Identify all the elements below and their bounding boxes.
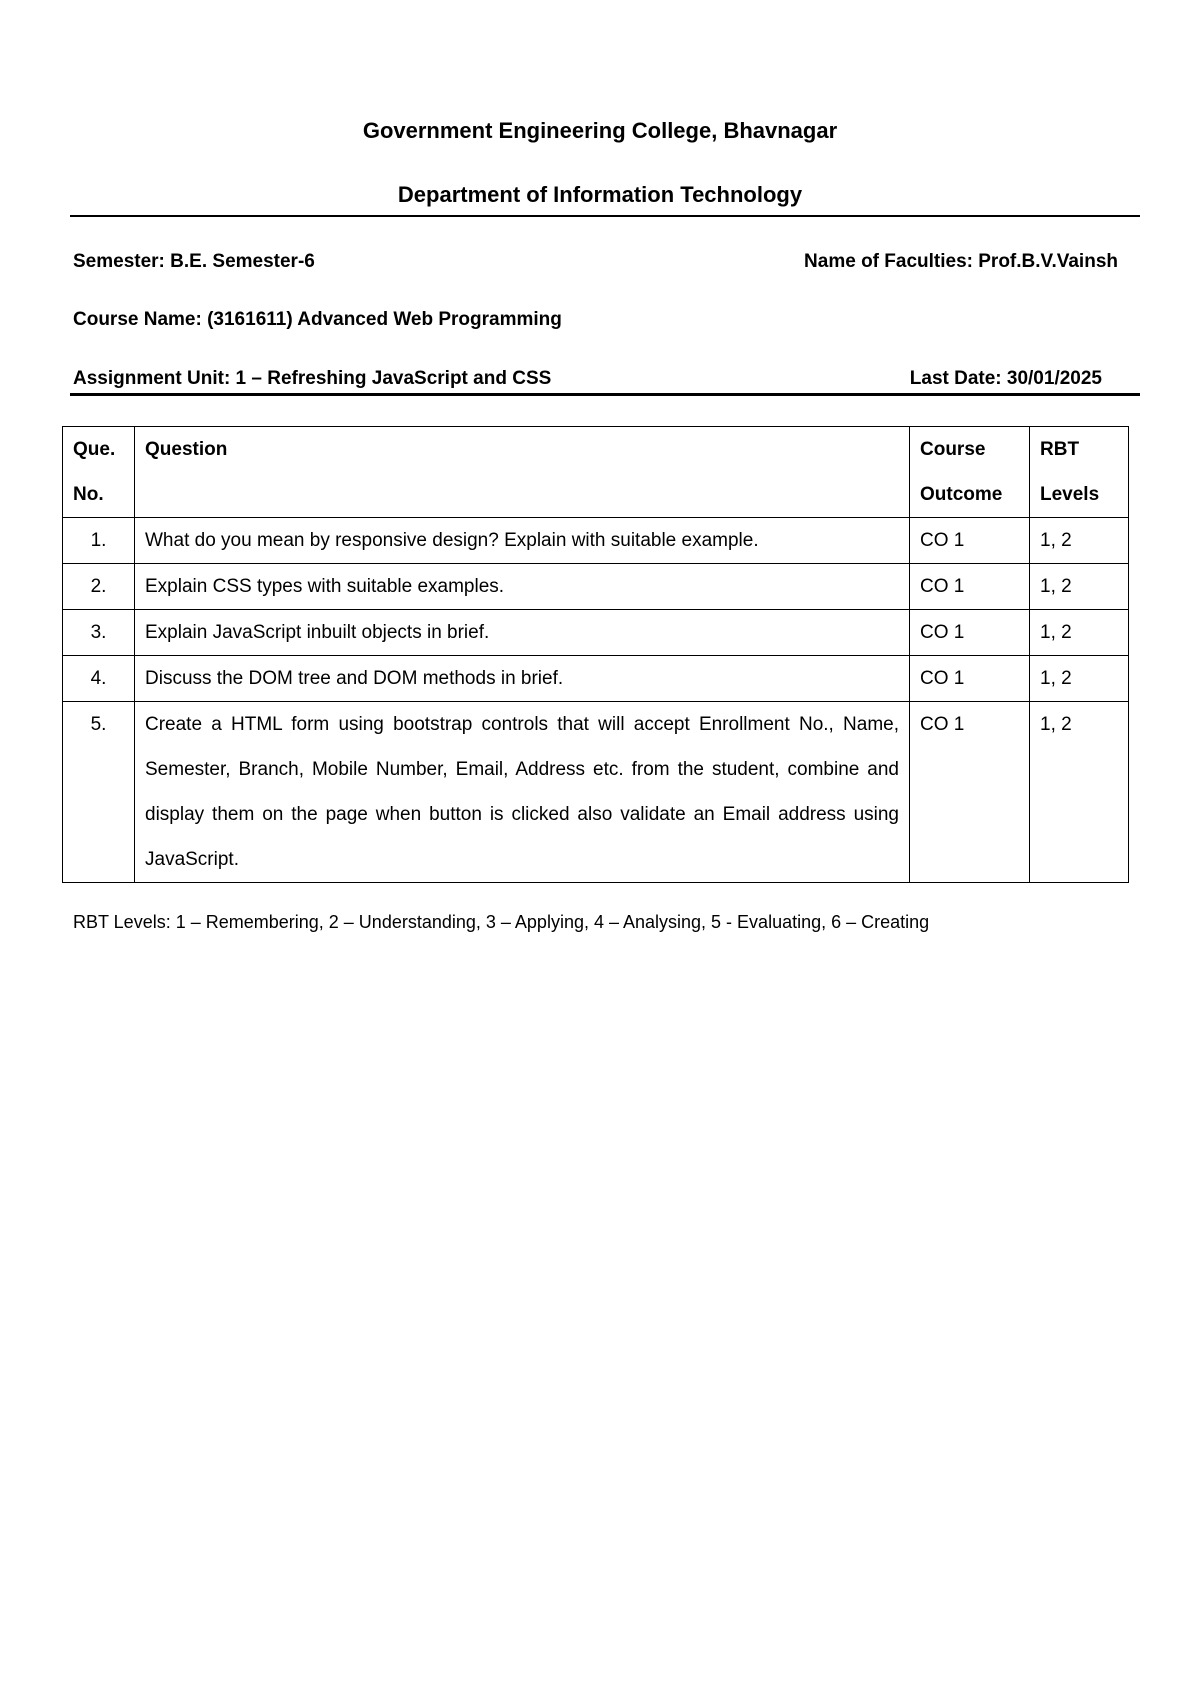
course-outcome: CO 1 [910, 656, 1030, 702]
header-co-line1: Course [920, 439, 986, 460]
header-rbt-line1: RBT [1040, 439, 1080, 460]
last-date-label: Last Date: 30/01/2025 [909, 368, 1102, 389]
table-row [63, 564, 1129, 610]
header-co-line2: Outcome [920, 484, 1003, 505]
question-text: Explain JavaScript inbuilt objects in brief. [135, 610, 910, 656]
course-name-label: Course Name: (3161611) Advanced Web Programming [73, 309, 562, 330]
course-outcome: CO 1 [910, 610, 1030, 656]
header-rbt-levels [1030, 427, 1129, 518]
question-number: 4. [63, 656, 135, 702]
question-text: Explain CSS types with suitable examples. [135, 564, 910, 610]
rbt-level: 1, 2 [1030, 702, 1129, 883]
course-outcome: CO 1 [910, 702, 1030, 883]
question-number: 5. [63, 702, 135, 883]
question-text: Create a HTML form using bootstrap controls that will accept Enrollment No., Name, Semester, Branch, Mobile Number, Email, Address etc. from the student, combine and display them on the page when button is clicked also validate an Email address using JavaScript. [135, 702, 910, 883]
header-course-outcome [910, 427, 1030, 518]
rbt-level: 1, 2 [1030, 564, 1129, 610]
question-number: 2. [63, 564, 135, 610]
header-que-line1: Que. [73, 439, 116, 460]
header-question [135, 427, 910, 518]
rbt-levels-footnote: RBT Levels: 1 – Remembering, 2 – Understanding, 3 – Applying, 4 – Analysing, 5 - Evaluating, 6 – Creating [73, 912, 930, 932]
header-divider [70, 215, 1140, 217]
college-name: Government Engineering College, Bhavnagar [362, 118, 838, 143]
header-question-label: Question [145, 439, 228, 460]
rbt-level: 1, 2 [1030, 518, 1129, 564]
assignment-unit-label: Assignment Unit: 1 – Refreshing JavaScript and CSS [73, 368, 552, 389]
table-row [63, 656, 1129, 702]
question-text: What do you mean by responsive design? Explain with suitable example. [135, 518, 910, 564]
rbt-level: 1, 2 [1030, 610, 1129, 656]
questions-table [62, 426, 1129, 883]
table-row [63, 610, 1129, 656]
rbt-level: 1, 2 [1030, 656, 1129, 702]
course-outcome: CO 1 [910, 564, 1030, 610]
header-que-line2: No. [73, 484, 104, 505]
question-text: Discuss the DOM tree and DOM methods in brief. [135, 656, 910, 702]
header-rbt-line2: Levels [1040, 484, 1100, 505]
table-row [63, 518, 1129, 564]
question-number: 3. [63, 610, 135, 656]
semester-label: Semester: B.E. Semester-6 [73, 251, 315, 272]
table-header-row [63, 427, 1129, 518]
question-number: 1. [63, 518, 135, 564]
meta-divider [70, 393, 1140, 396]
header-que-no [63, 427, 135, 518]
course-outcome: CO 1 [910, 518, 1030, 564]
department-name: Department of Information Technology [397, 182, 803, 207]
table-row [63, 702, 1129, 883]
faculties-label: Name of Faculties: Prof.B.V.Vainsh [804, 251, 1118, 272]
